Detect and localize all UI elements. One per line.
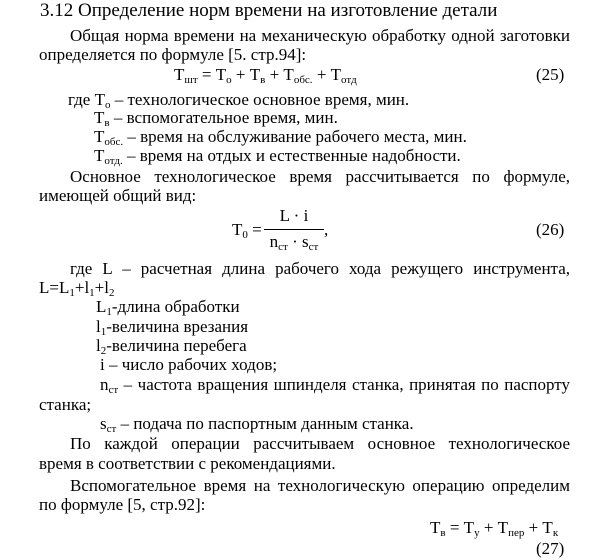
definition-n-line-2: станка; bbox=[39, 395, 92, 414]
paragraph-1-line-1: Общая норма времени на механическую обработку одной заготовки bbox=[70, 26, 570, 45]
equation-number-26: (26) bbox=[536, 220, 565, 239]
paragraph-2-line-2: имеющей общий вид: bbox=[39, 186, 197, 205]
definition-tobs: $Т_{обс.}$ – время на обслуживание рабочего места, мин. bbox=[94, 127, 467, 148]
definition-s: $s_{ст}$ – подача по паспортным данным станка. bbox=[100, 414, 414, 435]
where-l-line-1: где L – расчетная длина рабочего хода режущего инструмента, bbox=[70, 259, 570, 278]
section-title: 3.12 Определение норм времени на изготовление детали bbox=[40, 0, 498, 21]
formula-26-comma: , bbox=[324, 220, 329, 239]
paragraph-3-line-1: По каждой операции рассчитываем основное технологическое bbox=[70, 434, 570, 453]
definition-to: где $Т_о$ – технологическое основное время, мин. bbox=[68, 90, 410, 111]
formula-25: $Т_{шт} = Т_о + Т_в + Т_{обс.} + Т_{отд}$ bbox=[174, 65, 357, 86]
definition-l1-length: $L_1$-длина обработки bbox=[96, 297, 240, 318]
paragraph-2-line-1: Основное технологическое время рассчитывается по формуле, bbox=[70, 167, 570, 186]
equation-number-25: (25) bbox=[536, 65, 565, 84]
definition-tv: $Т_в$ – вспомогательное время, мин. bbox=[94, 108, 338, 129]
paragraph-3-line-2: время в соответствии с рекомендациями. bbox=[39, 454, 336, 473]
fraction-bar bbox=[264, 229, 324, 230]
definition-n-line-1: $n_{ст}$ – частота вращения шпинделя станка, принятая по паспорту bbox=[100, 375, 570, 396]
definition-totd: $Т_{отд.}$ – время на отдых и естественные надобности. bbox=[94, 146, 461, 167]
formula-26-numerator: L · i bbox=[279, 206, 309, 225]
equation-number-27: (27) bbox=[536, 539, 565, 558]
where-l-line-2: $L=L_1+l_1+l_2$ bbox=[39, 278, 115, 299]
formula-27: $Т_в = Т_у + Т_{пер} + Т_к$ bbox=[430, 518, 559, 539]
definition-i: i – число рабочих ходов; bbox=[100, 355, 278, 374]
paragraph-4-line-1: Вспомогательное время на технологическую операцию определим bbox=[70, 476, 570, 495]
formula-26-lhs: $T_0$ = bbox=[232, 220, 262, 241]
paragraph-1-line-2: определяется по формуле [5. стр.94]: bbox=[39, 45, 307, 64]
definition-l2-overrun: $l_2$-величина перебега bbox=[96, 336, 247, 357]
formula-26-fraction bbox=[264, 206, 324, 252]
definition-l1-entry: $l_1$-величина врезания bbox=[96, 317, 249, 338]
formula-26-denominator: $n_{ст} \cdot s_{ст}$ bbox=[269, 232, 319, 253]
paragraph-4-line-2: по формуле [5, стр.92]: bbox=[39, 495, 206, 514]
